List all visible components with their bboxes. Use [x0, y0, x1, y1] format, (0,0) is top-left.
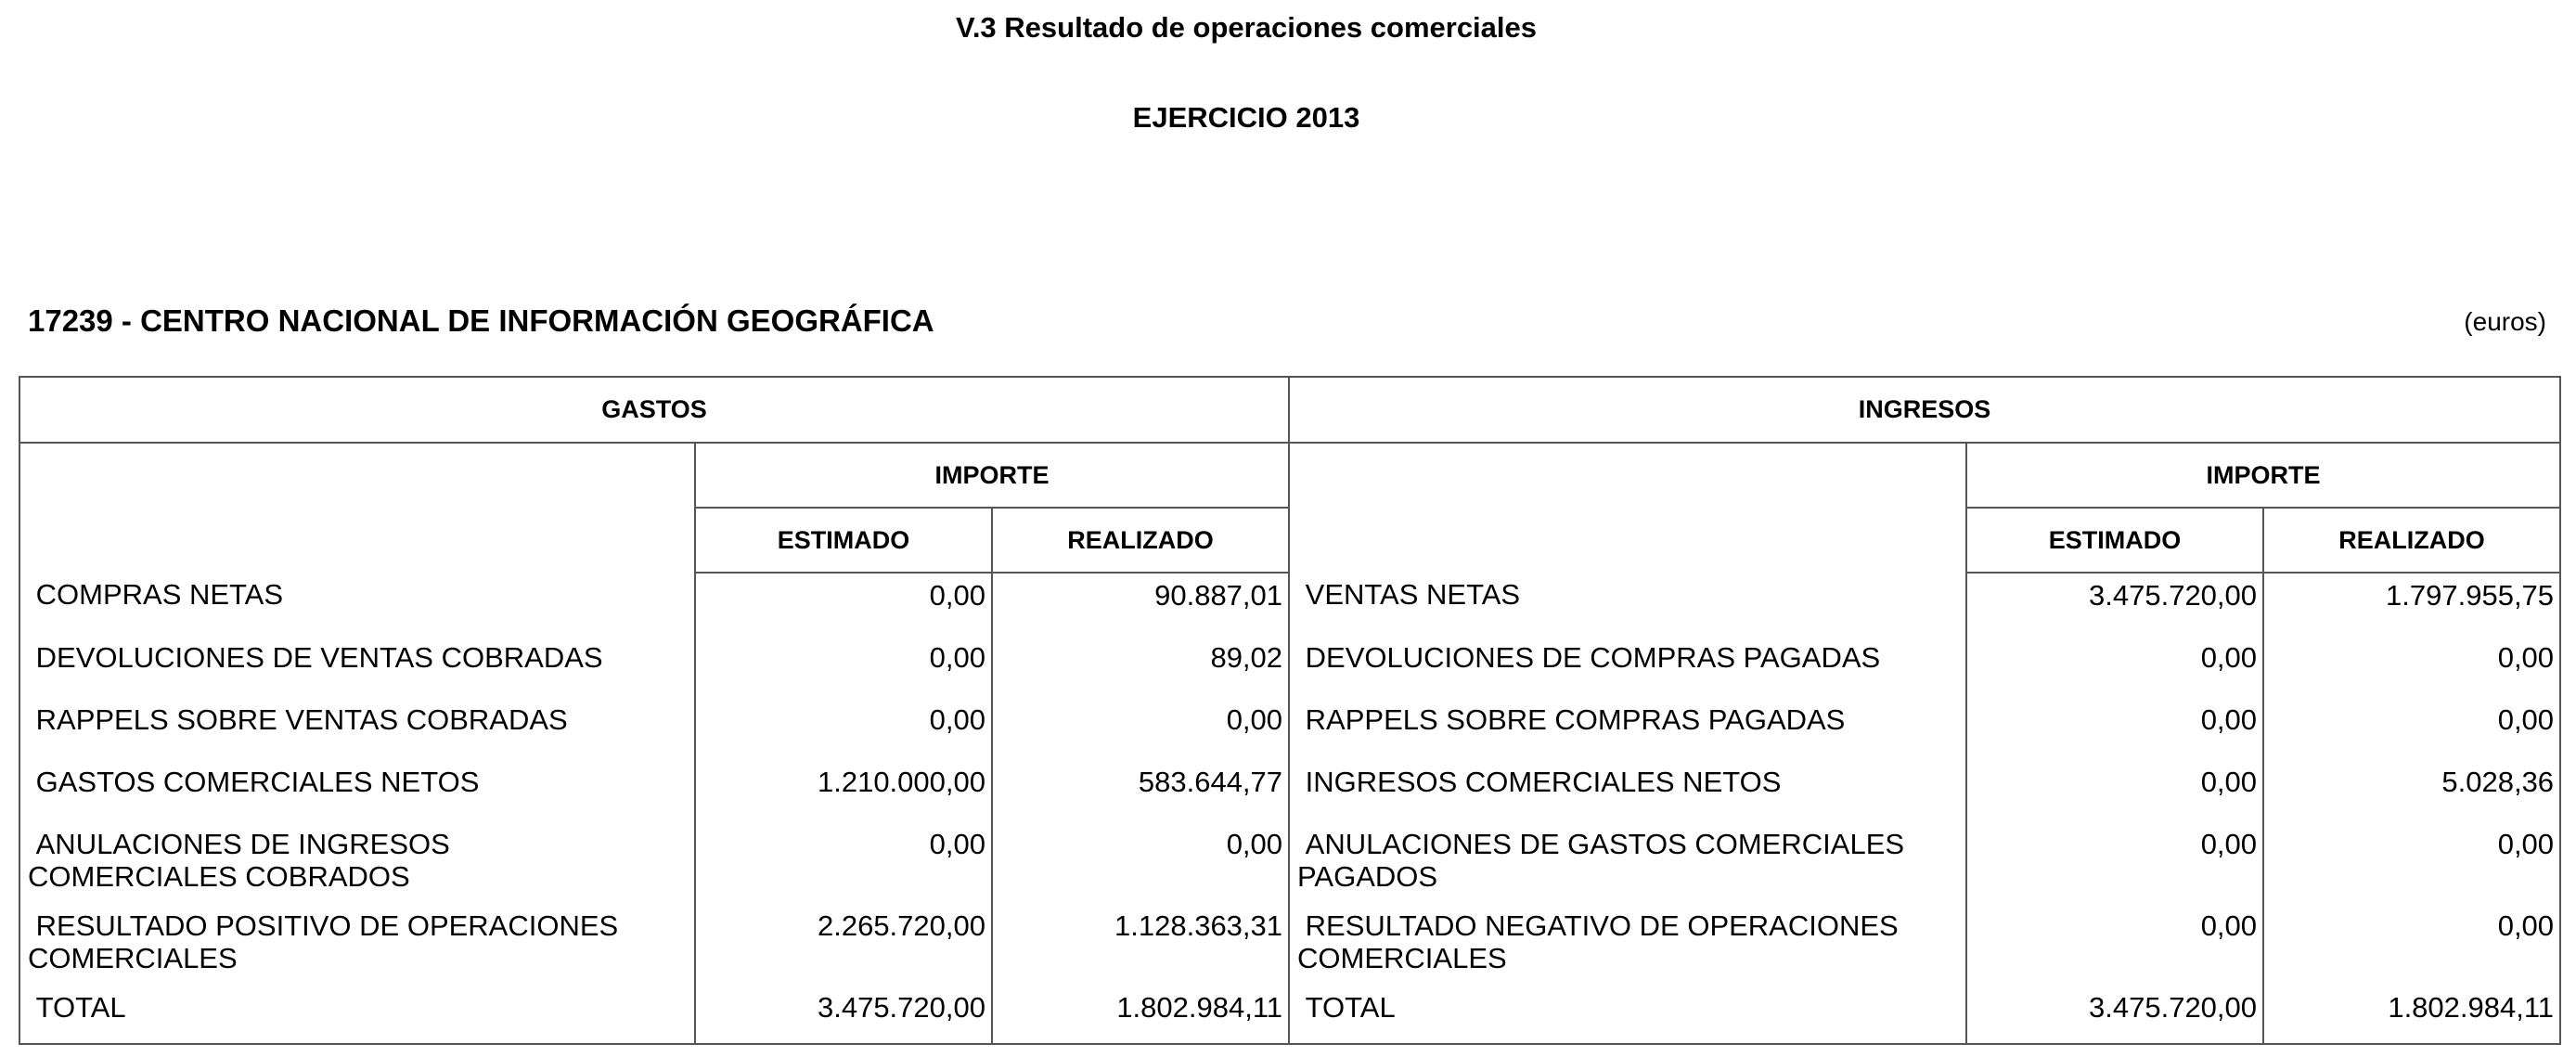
- gasto-estimado-value: 0,00: [695, 822, 992, 904]
- ingreso-realizado-value: 0,00: [2263, 636, 2560, 698]
- table-row: [19, 760, 2560, 822]
- ingresos-header: INGRESOS: [1289, 377, 2560, 443]
- gasto-realizado-value: 1.128.363,31: [992, 904, 1289, 986]
- gastos-concept-header: [19, 443, 695, 573]
- exercise-year: EJERCICIO 2013: [1132, 101, 1360, 134]
- gasto-estimado-value: 0,00: [695, 698, 992, 760]
- ingreso-concept: ANULACIONES DE GASTOS COMERCIALES PAGADOS: [1289, 822, 1966, 904]
- ingreso-concept: VENTAS NETAS: [1289, 573, 1966, 636]
- currency-units: (euros): [2464, 307, 2546, 336]
- ingreso-realizado-value: 1.797.955,75: [2263, 573, 2560, 636]
- ingreso-estimado-value: 0,00: [1966, 760, 2263, 822]
- gasto-realizado-value: 89,02: [992, 636, 1289, 698]
- table-row: [19, 986, 2560, 1044]
- gasto-concept: RAPPELS SOBRE VENTAS COBRADAS: [19, 698, 695, 760]
- ingreso-estimado-value: 0,00: [1966, 636, 2263, 698]
- ingreso-concept: INGRESOS COMERCIALES NETOS: [1289, 760, 1966, 822]
- ingresos-estimado-header: ESTIMADO: [1966, 508, 2263, 573]
- gasto-realizado-value: 0,00: [992, 822, 1289, 904]
- gasto-realizado-value: 1.802.984,11: [992, 986, 1289, 1044]
- ingreso-estimado-value: 0,00: [1966, 822, 2263, 904]
- table-row: [19, 698, 2560, 760]
- ingreso-realizado-value: 0,00: [2263, 822, 2560, 904]
- table-row: [19, 822, 2560, 904]
- ingreso-realizado-value: 1.802.984,11: [2263, 986, 2560, 1044]
- table-row: [19, 573, 2560, 636]
- gasto-concept: RESULTADO POSITIVO DE OPERACIONES COMERCIALES: [19, 904, 695, 986]
- page-title: V.3 Resultado de operaciones comerciales: [955, 11, 1538, 44]
- gasto-realizado-value: 0,00: [992, 698, 1289, 760]
- ingresos-realizado-header: REALIZADO: [2263, 508, 2560, 573]
- ingreso-concept: TOTAL: [1289, 986, 1966, 1044]
- gastos-importe-header: IMPORTE: [695, 443, 1289, 508]
- ingresos-importe-header: IMPORTE: [1966, 443, 2560, 508]
- table-header-row: [19, 443, 2560, 508]
- ingreso-concept: DEVOLUCIONES DE COMPRAS PAGADAS: [1289, 636, 1966, 698]
- ingreso-concept: RESULTADO NEGATIVO DE OPERACIONES COMERCIALES: [1289, 904, 1966, 986]
- ingreso-realizado-value: 5.028,36: [2263, 760, 2560, 822]
- ingreso-estimado-value: 0,00: [1966, 698, 2263, 760]
- gasto-concept: ANULACIONES DE INGRESOS COMERCIALES COBRADOS: [19, 822, 695, 904]
- gasto-concept: TOTAL: [19, 986, 695, 1044]
- gastos-header: GASTOS: [19, 377, 1289, 443]
- gasto-estimado-value: 3.475.720,00: [695, 986, 992, 1044]
- ingreso-estimado-value: 3.475.720,00: [1966, 986, 2263, 1044]
- gasto-concept: GASTOS COMERCIALES NETOS: [19, 760, 695, 822]
- gasto-estimado-value: 0,00: [695, 573, 992, 636]
- entity-name: 17239 - CENTRO NACIONAL DE INFORMACIÓN GEOGRÁFICA: [28, 303, 934, 338]
- ingreso-realizado-value: 0,00: [2263, 904, 2560, 986]
- ingreso-realizado-value: 0,00: [2263, 698, 2560, 760]
- table-row: [19, 904, 2560, 986]
- gasto-estimado-value: 0,00: [695, 636, 992, 698]
- table-header-row: [19, 377, 2560, 443]
- ingreso-concept: RAPPELS SOBRE COMPRAS PAGADAS: [1289, 698, 1966, 760]
- gasto-estimado-value: 2.265.720,00: [695, 904, 992, 986]
- gasto-concept: COMPRAS NETAS: [19, 573, 695, 636]
- ingreso-estimado-value: 0,00: [1966, 904, 2263, 986]
- commercial-operations-table: [19, 376, 2561, 1045]
- ingreso-estimado-value: 3.475.720,00: [1966, 573, 2263, 636]
- gastos-realizado-header: REALIZADO: [992, 508, 1289, 573]
- gastos-estimado-header: ESTIMADO: [695, 508, 992, 573]
- ingresos-concept-header: [1289, 443, 1966, 573]
- table-body: [19, 573, 2560, 1044]
- gasto-estimado-value: 1.210.000,00: [695, 760, 992, 822]
- gasto-realizado-value: 583.644,77: [992, 760, 1289, 822]
- gasto-realizado-value: 90.887,01: [992, 573, 1289, 636]
- gasto-concept: DEVOLUCIONES DE VENTAS COBRADAS: [19, 636, 695, 698]
- table-row: [19, 636, 2560, 698]
